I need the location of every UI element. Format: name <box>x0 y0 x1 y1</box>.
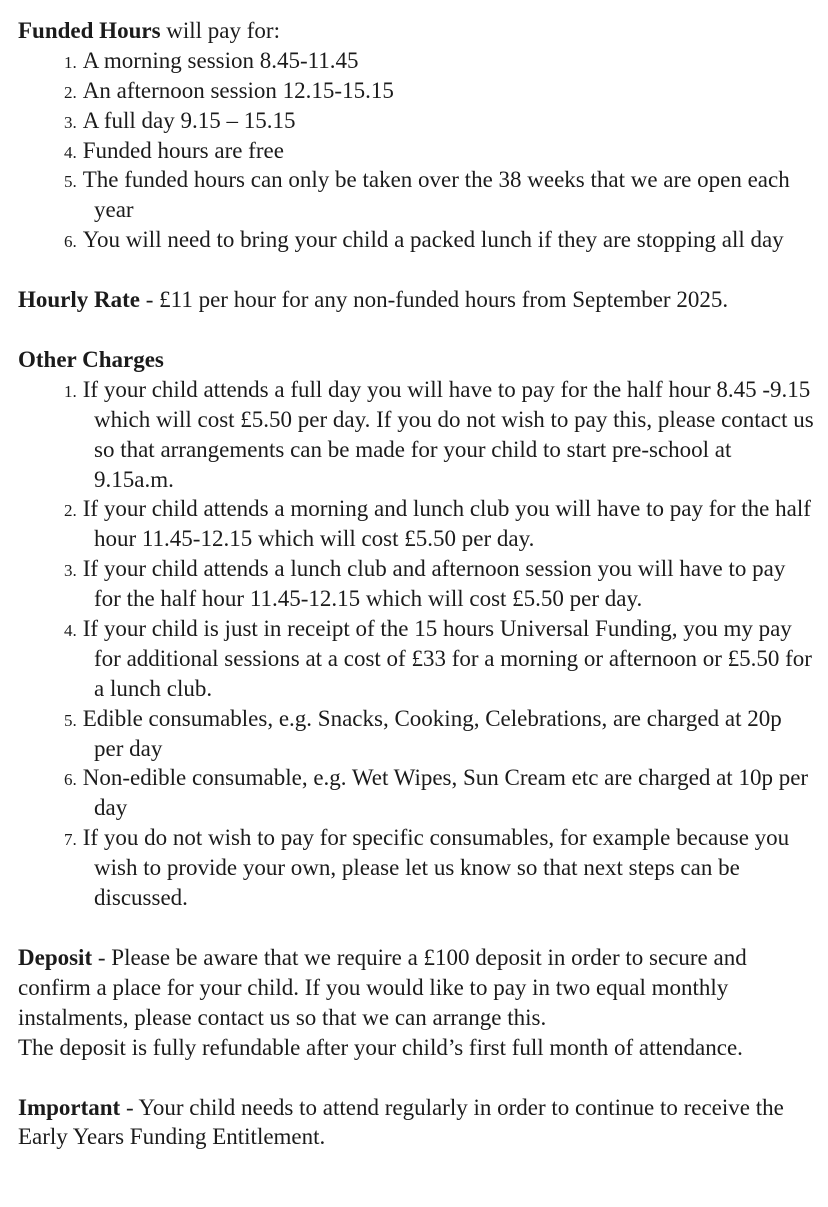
important-heading: Important <box>18 1094 121 1120</box>
list-number: 1. <box>64 52 77 72</box>
list-item-text: A morning session 8.45-11.45 <box>82 47 359 73</box>
hourly-rate-text: - £11 per hour for any non-funded hours from September 2025. <box>140 287 729 313</box>
list-item-text: If you do not wish to pay for specific consumables, for example because you wish to provide your own, please let us know so that next steps can be discussed. <box>82 825 790 911</box>
list-item <box>18 614 816 704</box>
list-item-text: You will need to bring your child a packed lunch if they are stopping all day <box>82 227 784 253</box>
section-important <box>18 1093 816 1153</box>
list-item <box>18 106 816 136</box>
deposit-heading: Deposit <box>18 944 93 970</box>
list-number: 2. <box>64 82 77 102</box>
list-number: 4. <box>64 621 77 641</box>
important-text: - Your child needs to attend regularly in order to continue to receive the Early Years Funding Entitlement. <box>18 1094 784 1150</box>
list-number: 3. <box>64 561 77 581</box>
other-charges-list <box>18 375 816 913</box>
list-item-text: Non-edible consumable, e.g. Wet Wipes, Sun Cream etc are charged at 10p per day <box>82 765 809 821</box>
list-item <box>18 763 816 823</box>
funded-hours-heading-rest: will pay for: <box>160 18 280 43</box>
list-number: 4. <box>64 142 77 162</box>
list-number: 2. <box>64 501 77 521</box>
section-other-charges <box>18 345 816 913</box>
list-number: 5. <box>64 172 77 192</box>
section-deposit <box>18 943 816 1063</box>
other-charges-heading: Other Charges <box>18 347 164 373</box>
list-number: 3. <box>64 112 77 132</box>
section-hourly-rate <box>18 285 816 315</box>
list-item-text: If your child attends a morning and lunch club you will have to pay for the half hour 11.45-12.15 which will cost £5.50 per day. <box>82 496 811 552</box>
deposit-text-line2: The deposit is fully refundable after your child’s first full month of attendance. <box>18 1034 743 1060</box>
list-number: 1. <box>64 381 77 401</box>
deposit-text-line1: - Please be aware that we require a £100 deposit in order to secure and confirm a place for your child. If you would like to pay in two equal monthly instalments, please contact us so that we can arrange this. <box>18 944 747 1030</box>
list-item <box>18 704 816 764</box>
list-item-text: Funded hours are free <box>82 137 284 163</box>
deposit-paragraph <box>18 943 816 1033</box>
list-item-text: A full day 9.15 – 15.15 <box>82 107 296 133</box>
hourly-rate-heading: Hourly Rate <box>18 287 141 313</box>
list-item-text: If your child attends a lunch club and afternoon session you will have to pay for the half hour 11.45-12.15 which will cost £5.50 per day. <box>82 556 786 612</box>
list-item-text: Edible consumables, e.g. Snacks, Cooking, Celebrations, are charged at 20p per day <box>82 705 782 761</box>
list-item <box>18 823 816 913</box>
funded-hours-heading-line <box>18 16 816 46</box>
funded-hours-heading: Funded Hours <box>18 18 161 43</box>
list-item <box>18 46 816 76</box>
list-item <box>18 165 816 225</box>
list-number: 6. <box>64 232 77 252</box>
list-item <box>18 375 816 495</box>
list-number: 6. <box>64 770 77 790</box>
list-number: 5. <box>64 710 77 730</box>
list-item <box>18 76 816 106</box>
list-item-text: An afternoon session 12.15-15.15 <box>82 77 394 103</box>
list-number: 7. <box>64 830 77 850</box>
list-item <box>18 136 816 166</box>
hourly-rate-paragraph <box>18 285 816 315</box>
list-item-text: The funded hours can only be taken over the 38 weeks that we are open each year <box>82 167 790 223</box>
list-item-text: If your child is just in receipt of the 15 hours Universal Funding, you my pay for additional sessions at a cost of £33 for a morning or afternoon or £5.50 for a lunch club. <box>82 616 812 701</box>
section-funded-hours <box>18 16 816 255</box>
list-item <box>18 554 816 614</box>
other-charges-heading-line <box>18 345 816 375</box>
list-item <box>18 494 816 554</box>
funded-hours-list <box>18 46 816 255</box>
list-item-text: If your child attends a full day you will have to pay for the half hour 8.45 -9.15 which will cost £5.50 per day. If you do not wish to pay this, please contact us so that arrangements can be made for your child to start pre-school at 9.15a.m. <box>82 376 814 492</box>
important-paragraph <box>18 1093 816 1153</box>
list-item <box>18 225 816 255</box>
